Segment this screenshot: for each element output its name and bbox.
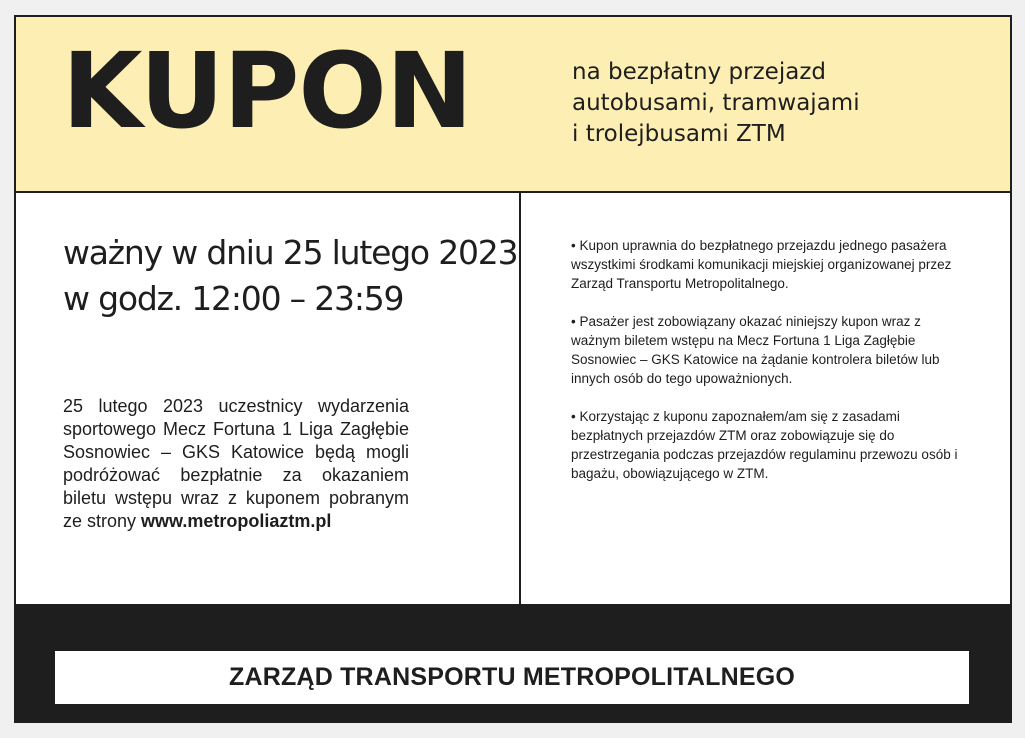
validity-info — [63, 230, 517, 322]
coupon — [14, 15, 1012, 723]
footer-label-box — [55, 651, 969, 704]
subtitle-line: i trolejbusami ZTM — [572, 121, 786, 147]
rule-item: • Kupon uprawnia do bezpłatnego przejazdu jednego pasażera wszystkimi środkami komunikacji miejskiej organizowanej przez Zarząd Transportu Metropolitalnego. — [571, 238, 952, 291]
subtitle-line: autobusami, tramwajami — [572, 90, 860, 116]
rules-panel — [521, 193, 1010, 604]
rule-item: • Korzystając z kuponu zapoznałem/am się z zasadami bezpłatnych przejazdów ZTM oraz zobowiązuje się do przestrzegania podczas przejazdów regulaminu przewozu osób i bagażu, obowiązującego w ZTM. — [571, 409, 958, 481]
coupon-footer — [16, 604, 1010, 721]
organization-name: ZARZĄD TRANSPORTU METROPOLITALNEGO — [228, 663, 796, 691]
coupon-subtitle — [572, 57, 860, 150]
subtitle-line: na bezpłatny przejazd — [572, 59, 826, 85]
coupon-title: KUPON — [62, 30, 472, 152]
event-description — [63, 395, 409, 533]
rule-item: • Pasażer jest zobowiązany okazać niniejszy kupon wraz z ważnym biletem wstępu na Mecz Fortuna 1 Liga Zagłębie Sosnowiec – GKS Katowice na żądanie kontrolera biletów lub innych osób do tego upoważnionych. — [571, 314, 940, 386]
validity-time: w godz. 12:00 – 23:59 — [63, 279, 404, 318]
validity-date: ważny w dniu 25 lutego 2023 — [63, 233, 518, 272]
rules-list — [571, 236, 963, 502]
website-url: www.metropoliaztm.pl — [141, 511, 332, 531]
coupon-header — [16, 17, 1010, 193]
description-text: 25 lutego 2023 uczestnicy wydarzenia sportowego Mecz Fortuna 1 Liga Zagłębie Sosnowiec – GKS Katowice będą mogli podróżować bezpłatnie za okazaniem biletu wstępu wraz z kuponem pobranym ze strony — [63, 396, 409, 531]
validity-panel — [16, 193, 521, 604]
